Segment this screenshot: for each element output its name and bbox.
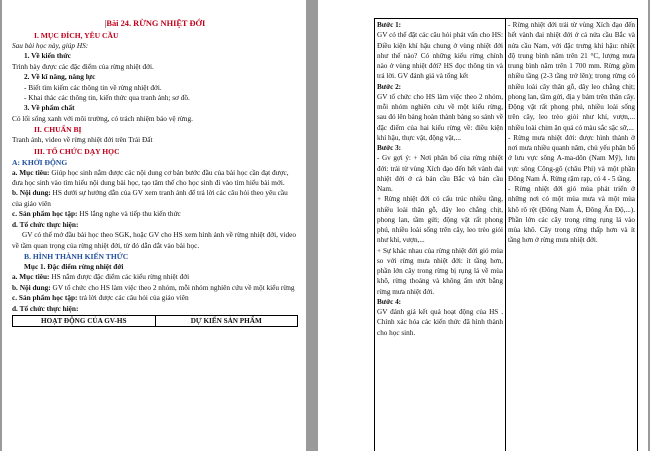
table-cell-paragraph: GV có thể đặt các câu hỏi phát vấn cho HS: Điều kiện khí hậu chung ở vùng nhiệt đới như thế nào? Có những kiểu rừng chính nào ở vùng nhiệt đới? HS đọc thông tin và trả lời. GV đánh giá và tổng kết <box>377 31 503 81</box>
paragraph: GV có thể mở đầu bài học theo SGK, hoặc GV cho HS xem hình ảnh về rừng nhiệt đới, video về tầm quan trọng của rừng nhiệt đới, từ đó dẫn dắt vào bài học. <box>12 230 297 250</box>
paragraph: Sau bài học này, giúp HS: <box>12 41 89 50</box>
list-item: - Khai thác các thông tin, kiến thức qua tranh ảnh; sơ đồ. <box>24 93 190 103</box>
section-heading: III. TỔ CHỨC DẠY HỌC <box>34 146 120 156</box>
activity-table <box>374 18 638 451</box>
section-heading: B. HÌNH THÀNH KIẾN THỨC <box>24 251 129 261</box>
subheading: 3. Về phẩm chất <box>24 103 75 113</box>
paragraph: c. Sản phẩm học tập: HS lắng nghe và tiếp thu kiến thức <box>12 209 181 219</box>
paragraph: b. Nội dung: HS dưới sự hướng dẫn của GV xem tranh ảnh để trả lời các câu hỏi theo yêu cầu của giáo viên <box>12 188 288 208</box>
paragraph: c. Sản phẩm học tập: trả lời được các câu hỏi của giáo viên <box>12 293 189 303</box>
paragraph: a. Mục tiêu: HS nắm được đặc điểm các kiểu rừng nhiệt đới <box>12 272 190 282</box>
table-cell-paragraph: - Rừng mưa nhiệt đới: được hình thành ở nơi mưa nhiều quanh năm, chủ yếu phân bố ở lưu vực sông A-ma-dôn (Nam Mỹ), lưu vực sông Công-gô (châu Phi) và một phần Đông Nam Á. Rừng rậm rạp, có 4 - 5 tầng. <box>508 133 635 183</box>
table-cell-paragraph: GV đánh giá kết quả hoạt động của HS . Chính xác hóa các kiến thức đã hình thành cho học sinh. <box>377 308 503 337</box>
table-header-cell: HOẠT ĐỘNG CỦA GV-HS <box>41 316 127 325</box>
subheading: 2. Về kĩ năng, năng lực <box>24 72 96 82</box>
table-cell-paragraph: - Rừng nhiệt đới trải từ vùng Xích đạo đến hết vành đai nhiệt đới ở cả nửa cầu Bắc và nửa cầu Nam, với đặc trưng khí hậu: nhiệt độ trung bình năm trên 21 °C, lượng mưa trung bình năm trên 1 700 mm. Rừng gồm nhiều tầng (2-3 tầng trở lên); trong rừng có nhiều loài cây thân gỗ, dây leo chằng chịt; phong lan, tầm gửi, địa y bám trên thân cây. Động vật rất phong phú, nhiều loài sống trên cây, leo trèo giỏi như khỉ, vượn,... nhiều loài chim ăn quả có màu sắc sặc sỡ,... <box>508 21 635 132</box>
paragraph: b. Nội dung: GV tổ chức cho HS làm việc theo 2 nhóm, mỗi nhóm nghiên cứu về một kiểu rừng <box>12 282 295 292</box>
table-cell-paragraph: - Gv gợi ý: + Nơi phân bố của rừng nhiệt đới: trải từ vùng Xích đạo đến hết vành đai nhiệt đới ở cả bán cầu Bắc và bán cầu Nam. <box>377 154 503 193</box>
table-cell-paragraph: - Rừng nhiệt đới gió mùa phát triển ở những nơi có một mùa mưa và một mùa khô rõ rệt (Đông Nam Á, Đông Ấn Độ,...). Phần lớn các cây trong rừng rụng lá vào mùa khô. Cây trong rừng thấp hơn và ít tầng hơn ở rừng mưa nhiệt đới. <box>508 185 635 245</box>
subheading: Mục 1. Đặc điểm rừng nhiệt đới <box>24 261 124 271</box>
lesson-title: |Bài 24. RỪNG NHIỆT ĐỚI <box>104 19 206 28</box>
list-item: - Biết tìm kiếm các thông tin về rừng nhiệt đới. <box>24 82 162 92</box>
document-page-right <box>318 0 648 451</box>
table-cell-paragraph: GV tổ chức cho HS làm việc theo 2 nhóm, mỗi nhóm nghiên cứu về một kiểu rừng, sau đó lên bảng hoàn thành bảng so sánh về đặc điểm của hai kiểu rừng về: điều kiện khí hậu, thực vật, động vật,... <box>377 92 503 142</box>
step-label: Bước 1: <box>377 21 402 29</box>
activity-table-header <box>12 315 298 327</box>
section-heading: A: KHỞI ĐỘNG <box>12 157 68 167</box>
step-label: Bước 4: <box>377 297 402 306</box>
document-page-left <box>2 0 306 451</box>
paragraph: Trình bày được các đặc điểm của rừng nhiệt đới. <box>12 61 154 71</box>
subheading: d. Tổ chức thực hiện: <box>12 219 79 229</box>
subheading: 1. Về kiến thức <box>24 51 71 61</box>
paragraph: a. Mục tiêu: Giúp học sinh nắm được các nội dung cơ bản bước đầu của bài học cần đạt được, đưa học sinh vào tìm hiểu nội dung bài học, tạo tâm thế cho học sinh đi vào tìm hiểu bài mới. <box>12 167 289 188</box>
section-heading: I. MỤC ĐÍCH, YÊU CẦU <box>34 31 119 40</box>
step-label: Bước 3: <box>377 144 402 152</box>
table-cell-paragraph: + Rừng nhiệt đới có cấu trúc nhiều tầng, nhiều loài thân gỗ, dây leo chằng chịt, phong lan, tầm gửi; động vật rất phong phú, nhiều loài sống trên cây, leo trèo giỏi như khỉ, vượn,... <box>377 195 503 245</box>
paragraph: Có lối sống xanh với môi trường, có trách nhiệm bảo vệ rừng. <box>12 113 193 123</box>
table-column-products <box>506 19 637 451</box>
subheading: d. Tổ chức thực hiện: <box>12 303 79 313</box>
section-heading: II. CHUẨN BỊ <box>34 125 82 135</box>
paragraph: Tranh ảnh, video về rừng nhiệt đới trên Trái Đất <box>12 135 153 145</box>
table-column-activities <box>375 19 506 451</box>
step-label: Bước 2: <box>377 82 402 91</box>
table-cell-paragraph: + Sự khác nhau của rừng nhiệt đới gió mùa so với rừng mưa nhiệt đới: ít tầng hơn, phần lớn cây trong rừng bị rụng lá về mùa khô, rừng thoáng và không ẩm ướt bằng rừng mưa nhiệt đới. <box>377 246 503 296</box>
table-header-cell: DỰ KIẾN SẢN PHẨM <box>155 316 298 326</box>
